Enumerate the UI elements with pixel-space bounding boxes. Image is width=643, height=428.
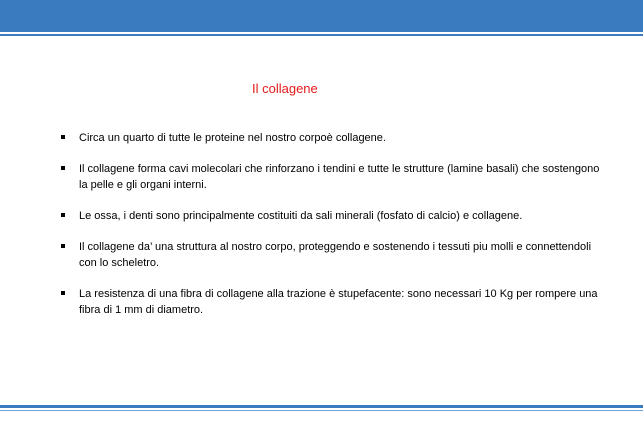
bullet-square-icon — [61, 166, 65, 170]
slide-title: Il collagene — [252, 81, 318, 96]
bullet-text: Il collagene da’ una struttura al nostro corpo, proteggendo e sostenendo i tessuti piu molli e connettendoli con lo scheletro. — [79, 241, 592, 269]
bullet-item — [61, 286, 601, 318]
bullet-item — [61, 208, 601, 224]
bullet-square-icon — [61, 135, 65, 139]
bullet-text: Le ossa, i denti sono principalmente costituiti da sali minerali (fosfato di calcio) e collagene. — [79, 210, 523, 222]
header-band — [0, 0, 643, 32]
bullet-item — [61, 161, 601, 193]
bullet-list — [61, 130, 601, 333]
footer-divider — [0, 405, 643, 408]
bullet-item — [61, 239, 601, 271]
header-divider — [0, 34, 643, 36]
bullet-text: La resistenza di una fibra di collagene alla trazione è stupefacente: sono necessari 10 Kg per rompere una fibra di 1 mm di diametro. — [79, 288, 598, 316]
bullet-text: Il collagene forma cavi molecolari che rinforzano i tendini e tutte le strutture (lamine basali) che sostengono la pelle e gli organi interni. — [79, 163, 600, 191]
footer-divider-thin — [0, 410, 643, 411]
bullet-square-icon — [61, 244, 65, 248]
bullet-text: Circa un quarto di tutte le proteine nel nostro corpoè collagene. — [79, 132, 386, 144]
bullet-square-icon — [61, 291, 65, 295]
bullet-square-icon — [61, 213, 65, 217]
bullet-item — [61, 130, 601, 146]
